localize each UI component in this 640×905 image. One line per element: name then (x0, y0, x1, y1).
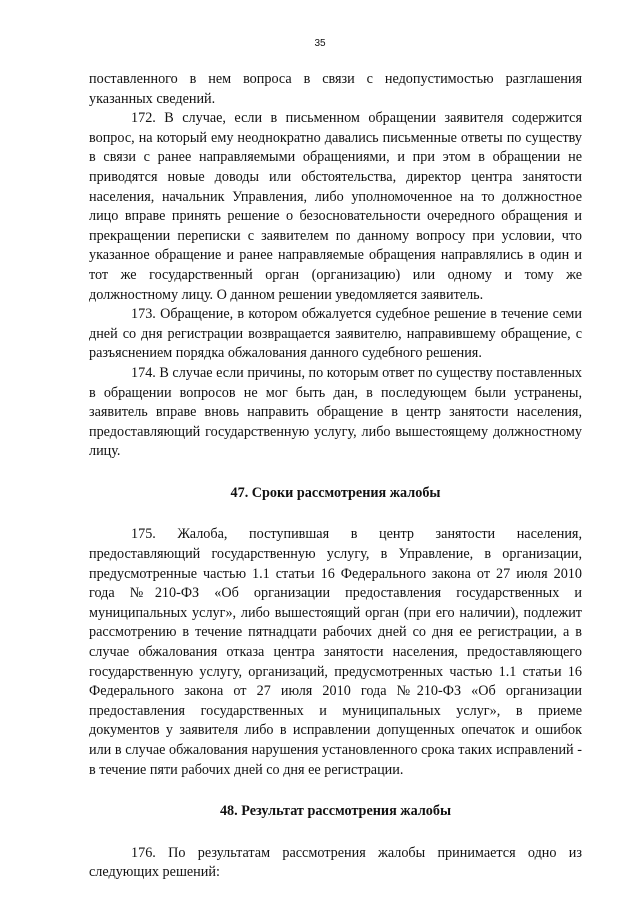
paragraph-172: 172. В случае, если в письменном обращении заявителя содержится вопрос, на который ему неоднократно давались письменные ответы по существу в связи с ранее направляемыми обращениями, и при этом в обращении не приводятся новые доводы или обстоятельства, директор центра занятости населения, начальник Управления, либо уполномоченное на то должностное лицо вправе принять решение о безосновательности очередного обращения и прекращении переписки с заявителем по данному вопросу при условии, что указанное обращение и ранее направляемые обращения направлялись в один и тот же государственный орган (организацию) или одному и тому же должностному лицу. О данном решении уведомляется заявитель. (89, 110, 582, 303)
section-47-heading: 47. Сроки рассмотрения жалобы (230, 484, 441, 501)
paragraph-174: 174. В случае если причины, по которым ответ по существу поставленных в обращении вопросов не мог быть дан, в последующем были устранены, заявитель вправе вновь направить обращение в центр занятости населения, предоставляющий государственную услугу, либо вышестоящему должностному лицу. (89, 364, 582, 460)
paragraph-176: 176. По результатам рассмотрения жалобы принимается одно из следующих решений: (89, 844, 582, 881)
paragraph-171-continuation: поставленного в нем вопроса в связи с недопустимостью разглашения указанных сведений. (89, 71, 582, 107)
paragraph-173: 173. Обращение, в котором обжалуется судебное решение в течение семи дней со дня регистрации возвращается заявителю, направившему обращение, с разъяснением порядка обжалования данного судебного решения. (89, 306, 582, 362)
paragraph-175: 175. Жалоба, поступившая в центр занятости населения, предоставляющий государственную услугу, в Управление, в организации, предусмотренные частью 1.1 статьи 16 Федерального закона от 27 июля 2010 года №210-ФЗ «Об организации предоставления государственных и муниципальных услуг», либо вышестоящий орган (при его наличии), подлежит рассмотрению в течение пятнадцати рабочих дней со дня ее регистрации, а в случае обжалования отказа центра занятости населения, предоставляющего государственную услугу, организаций, предусмотренных частью 1.1 статьи 16 Федерального закона от 27 июля 2010 года №210-ФЗ «Об организации предоставления государственных и муниципальных услуг», в приеме документов у заявителя либо в исправлении допущенных опечаток и ошибок или в случае обжалования нарушения установленного срока таких исправлений - в течение пяти рабочих дней со дня ее регистрации. (89, 526, 582, 778)
section-48-heading: 48. Результат рассмотрения жалобы (219, 803, 452, 820)
page-number: 35 (314, 38, 326, 49)
document-body (89, 70, 582, 883)
